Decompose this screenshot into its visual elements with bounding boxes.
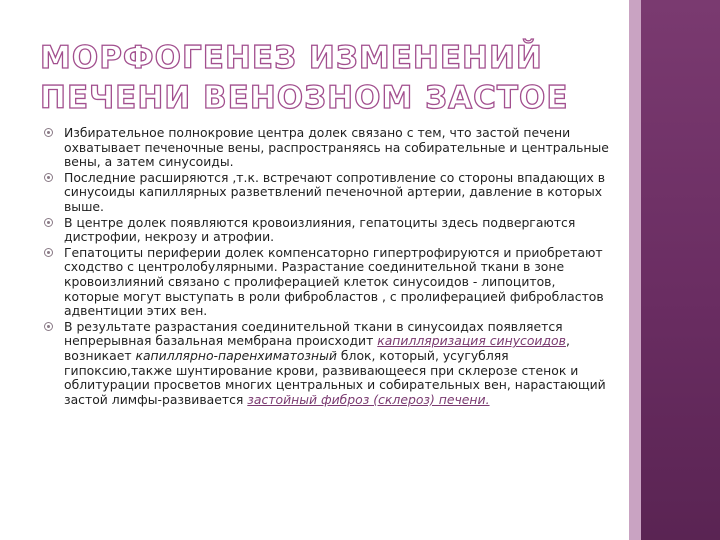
slide-title: МОРФОГЕНЕЗ ИЗМЕНЕНИЙ ПЕЧЕНИ ВЕНОЗНОМ ЗАСТОЕ (40, 40, 569, 116)
list-item (44, 320, 614, 408)
list-item (44, 216, 614, 245)
list-item (44, 171, 614, 215)
bullet-list (44, 126, 614, 408)
sidebar-accent-light (629, 0, 641, 540)
bullet-text: В центре долек появляются кровоизлияния, гепатоциты здесь подвергаются дистрофии, некрозу и атрофии. (64, 214, 576, 245)
bullet-text: Гепатоциты периферии долек компенсаторно гипертрофируются и приобретают сходство с центролобулярными. Разрастание соединительной ткани в зоне кровоизлияний связано с пролиферацией клеток синусоидов - липоцитов, которые могут выступать в роли фибробластов , с пролиферацией фибробластов адвентиции этих вен. (64, 244, 604, 319)
bullet-text-part: блок, который, усугубляя гипоксию,также шунтирование крови, развивающееся при склерозе стенок и облитурации просветов многих центральных и собирательных вен, нарастающий застой лимфы-развивается (64, 347, 606, 407)
list-item (44, 246, 614, 319)
circle-dot-icon (44, 128, 53, 137)
sidebar-accent-dark (641, 0, 720, 540)
bullet-text: Избирательное полнокровие центра долек связано с тем, что застой печени охватывает печеночные вены, распространяясь на собирательные и центральные вены, а затем синусоиды. (64, 125, 609, 170)
circle-dot-icon (44, 248, 53, 257)
circle-dot-icon (44, 322, 53, 331)
circle-dot-icon (44, 218, 53, 227)
bullet-text-part: , возникает (64, 333, 570, 363)
emphasis-term: капиллярно-паренхиматозный (135, 347, 337, 363)
bullet-text: Последние расширяются ,т.к. встречают сопротивление со стороны впадающих в синусоиды капиллярных разветвлений печеночной артерии, давление в которых выше. (64, 169, 606, 214)
capillarization-link[interactable]: капилляризация синусоидов (377, 333, 566, 349)
list-item (44, 126, 614, 170)
fibrosis-link[interactable]: застойный фиброз (склероз) печени. (247, 391, 490, 407)
circle-dot-icon (44, 173, 53, 182)
bullet-text-part: В результате разрастания соединительной ткани в синусоидах появляется непрерывная базальная мембрана происходит (64, 318, 563, 349)
